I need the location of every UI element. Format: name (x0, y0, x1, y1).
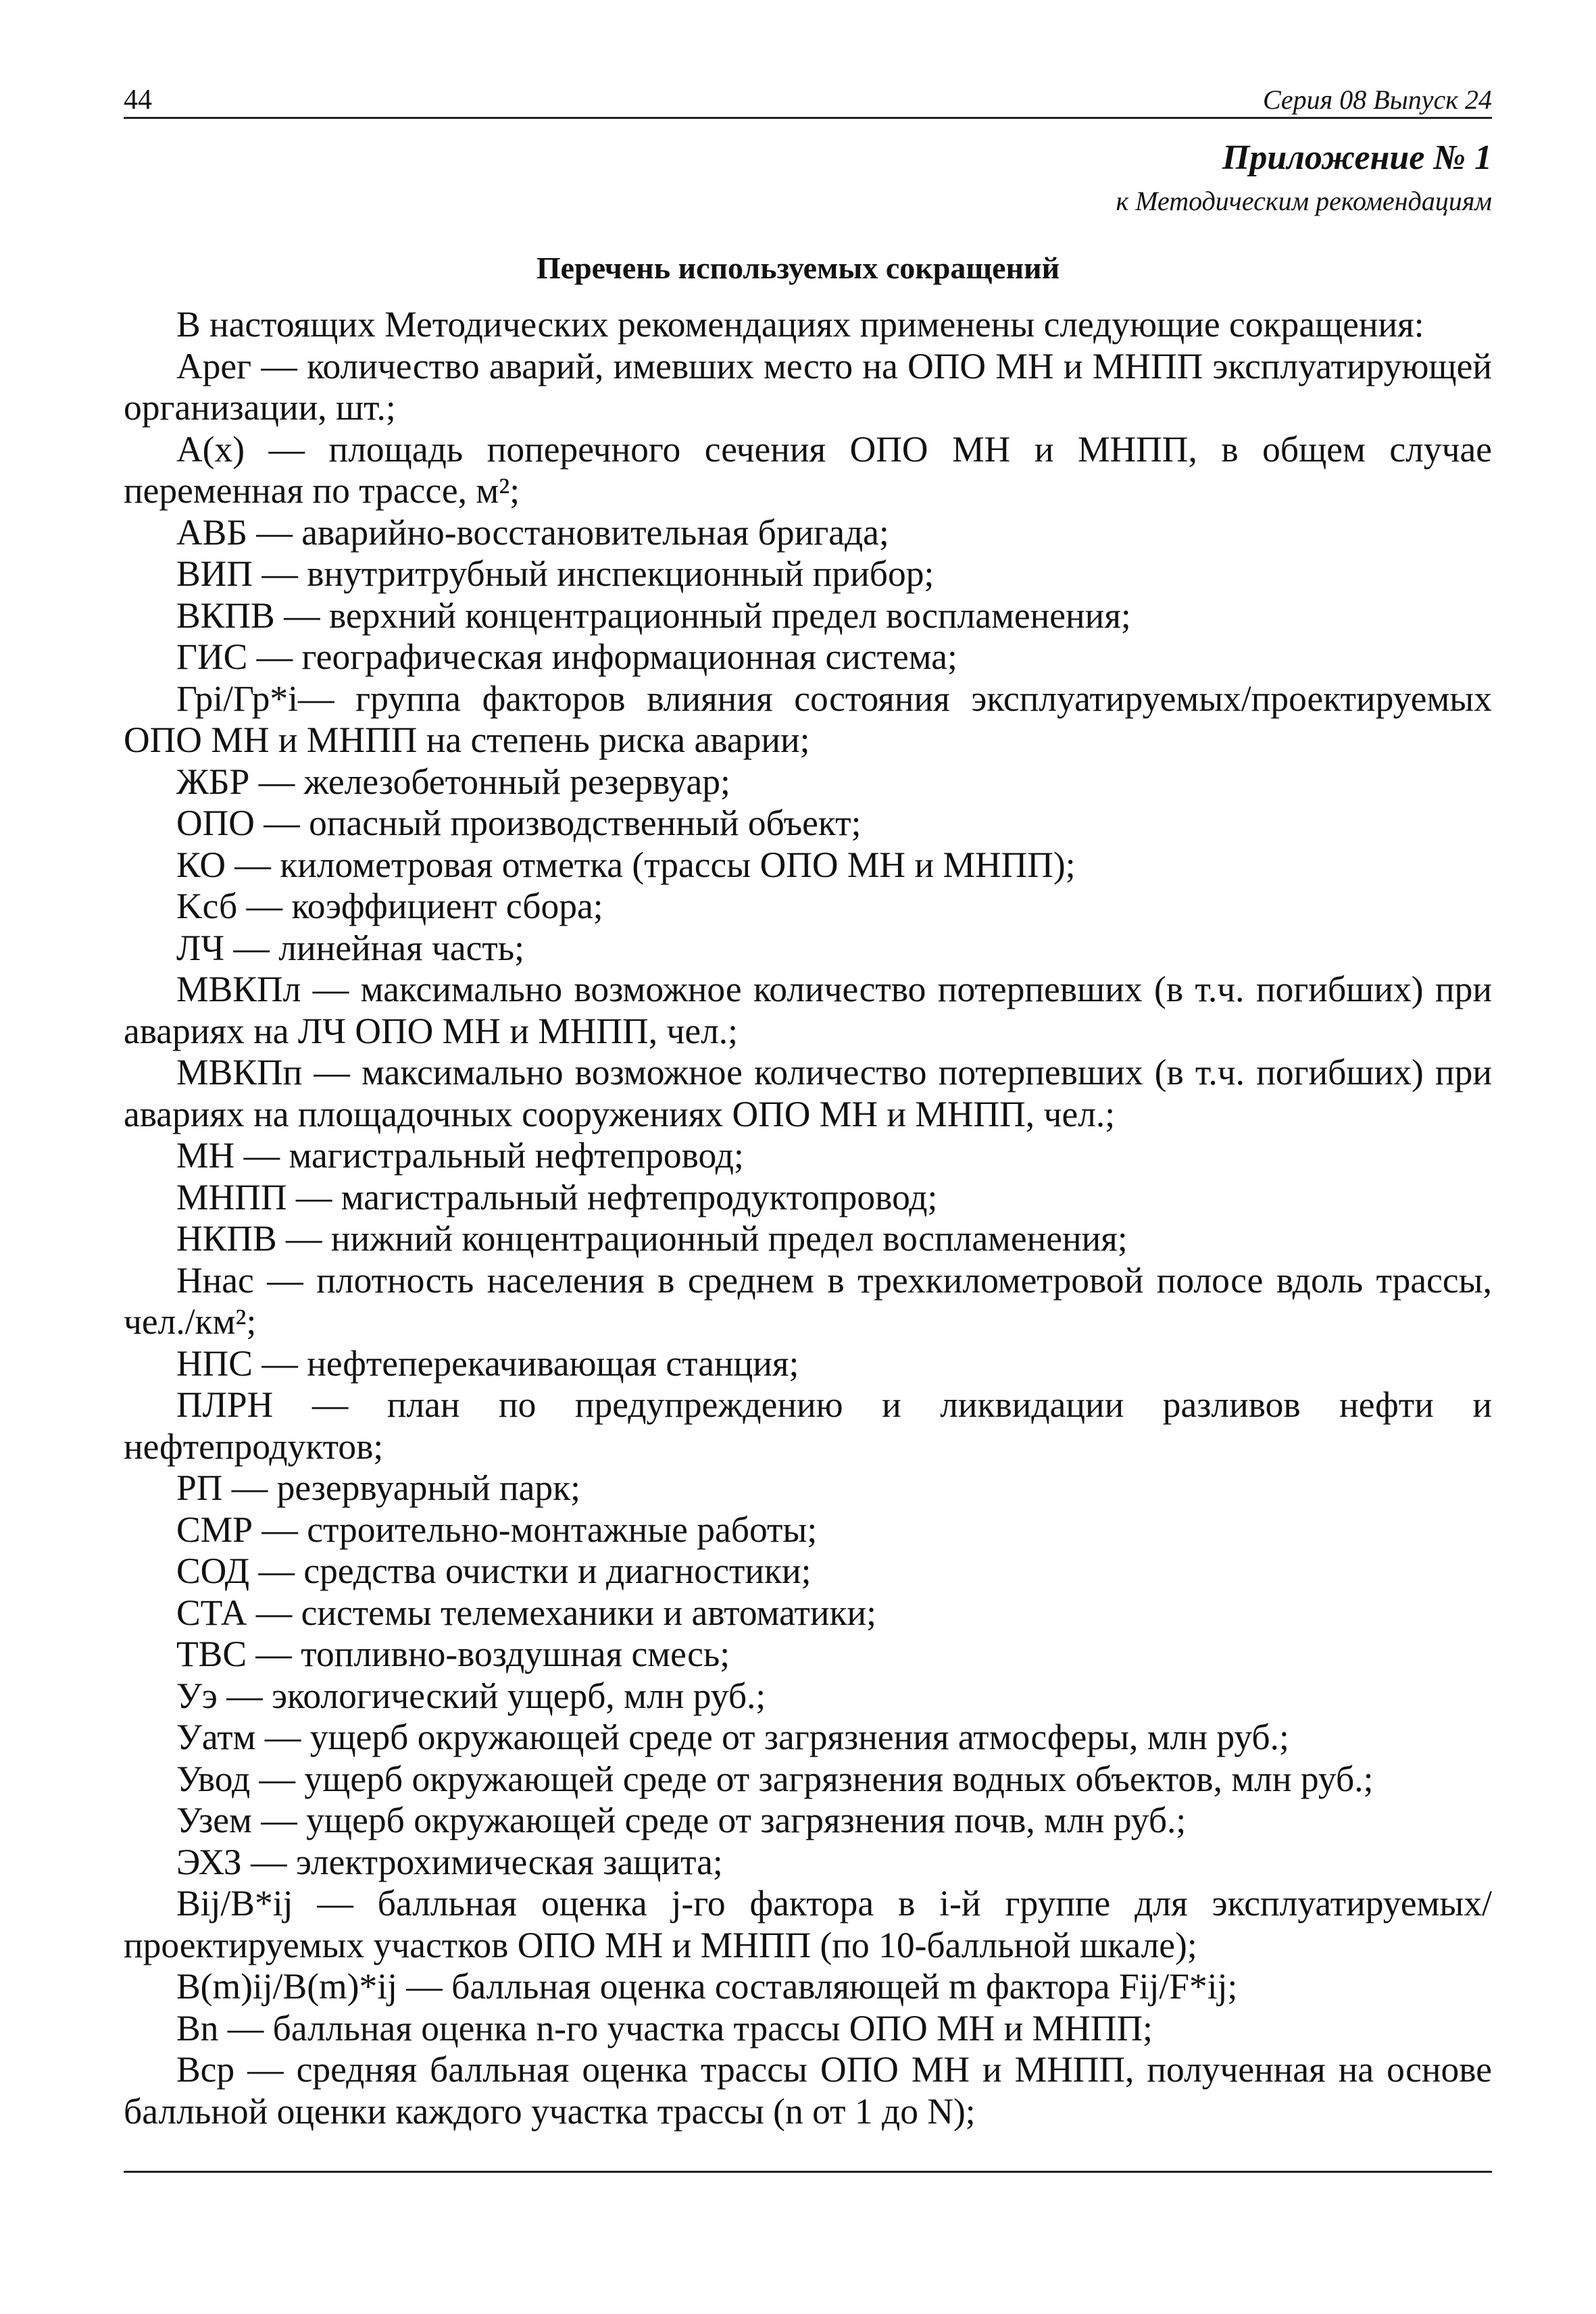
list-item: АВБ — аварийно-восстановительная бригада; (176, 511, 889, 553)
list-item: ГИС — географическая информационная система; (176, 636, 957, 677)
list-item: Арег — количество аварий, имевших место на ОПО МН и МНПП эксплуатирующей организации, шт.; (124, 345, 1492, 428)
list-item: ПЛРН — план по предупреждению и ликвидации разливов нефти и нефтепродуктов; (124, 1384, 1492, 1467)
list-item: ВКПВ — верхний концентрационный предел воспламенения; (176, 595, 1131, 636)
header-divider (124, 117, 1492, 119)
list-item: МН — магистральный нефтепровод; (176, 1135, 744, 1176)
list-item: ЛЧ — линейная часть; (176, 927, 525, 968)
list-item: Грi/Гр*i— группа факторов влияния состояния эксплуатируемых/проектируемых ОПО МН и МНПП на степень риска аварии; (124, 678, 1492, 760)
list-item: Уэ — экологический ущерб, млн руб.; (176, 1675, 766, 1716)
list-item: СМР — строительно-монтажные работы; (176, 1509, 818, 1550)
list-item: Bср — средняя балльная оценка трассы ОПО МН и МНПП, полученная на основе балльной оценки каждого участка трассы (n от 1 до N); (124, 2049, 1492, 2132)
intro-paragraph: В настоящих Методических рекомендациях применены следующие сокращения: (176, 304, 1424, 345)
section-title: Перечень используемых сокращений (536, 251, 1060, 285)
list-item: МВКПл — максимально возможное количество потерпевших (в т.ч. погибших) при авариях на ЛЧ ОПО МН и МНПП, чел.; (124, 969, 1492, 1051)
list-item: Bij/B*ij — балльная оценка j-го фактора в i-й группе для эксплуатируемых/проектируемых участков ОПО МН и МНПП (по 10-балльной шкале); (124, 1883, 1492, 1965)
list-item: Hнас — плотность населения в среднем в трехкилометровой полосе вдоль трассы, чел./км²; (124, 1259, 1492, 1342)
list-item: Bn — балльная оценка n-го участка трассы ОПО МН и МНПП; (176, 2007, 1153, 2048)
list-item: А(x) — площадь поперечного сечения ОПО МН и МНПП, в общем случае переменная по трассе, м²; (124, 428, 1492, 511)
list-item: КО — километровая отметка (трассы ОПО МН и МНПП); (176, 844, 1076, 885)
page-header (124, 80, 1492, 120)
list-item: ЭХЗ — электрохимическая защита; (176, 1841, 723, 1882)
list-item: СОД — средства очистки и диагностики; (176, 1551, 812, 1591)
list-item: МВКПп — максимально возможное количество потерпевших (в т.ч. погибших) при авариях на площадочных сооружениях ОПО МН и МНПП, чел.; (124, 1052, 1492, 1134)
list-item: Уатм — ущерб окружающей среде от загрязнения атмосферы, млн руб.; (176, 1717, 1289, 1757)
list-item: ЖБР — железобетонный резервуар; (176, 761, 730, 802)
list-item: ОПО — опасный производственный объект; (176, 803, 862, 843)
list-item: ВИП — внутритрубный инспекционный прибор; (176, 553, 934, 594)
list-item: РП — резервуарный парк; (176, 1467, 580, 1508)
series-label: Серия 08 Выпуск 24 (1262, 84, 1492, 115)
appendix-title: Приложение № 1 (1222, 139, 1492, 177)
list-item: НПС — нефтеперекачивающая станция; (176, 1342, 799, 1384)
list-item: Kсб — коэффициент сбора; (176, 886, 603, 926)
footer-divider (124, 2171, 1492, 2173)
abbreviations-list (124, 304, 1492, 2132)
page-number: 44 (124, 84, 152, 116)
list-item: СТА — системы телемеханики и автоматики; (176, 1592, 876, 1633)
list-item: ТВС — топливно-воздушная смесь; (176, 1634, 730, 1674)
list-item: Узем — ущерб окружающей среде от загрязнения почв, млн руб.; (176, 1800, 1187, 1840)
appendix-block (1116, 135, 1492, 222)
list-item: Увод — ущерб окружающей среде от загрязнения водных объектов, млн руб.; (176, 1758, 1374, 1799)
list-item: НКПВ — нижний концентрационный предел воспламенения; (176, 1218, 1128, 1259)
appendix-subtitle: к Методическим рекомендациям (1116, 186, 1492, 216)
list-item: МНПП — магистральный нефтепродуктопровод; (176, 1176, 938, 1217)
list-item: B(m)ij/B(m)*ij — балльная оценка составляющей m фактора Fij/F*ij; (176, 1966, 1238, 2007)
